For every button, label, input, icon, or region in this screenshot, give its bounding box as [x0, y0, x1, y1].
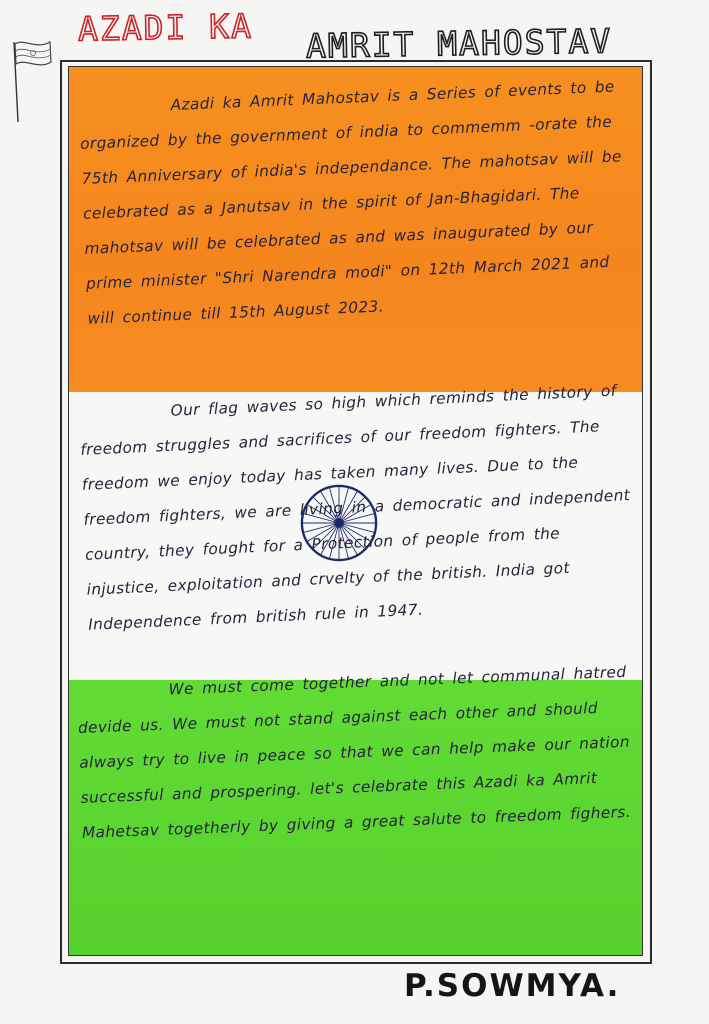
flag-icon	[6, 32, 52, 124]
author-signature: P.SOWMYA.	[404, 968, 621, 1004]
title-azadi-ka: AZADI KA	[77, 6, 254, 49]
paragraph-white: Our flag waves so high which reminds the history of freedom struggles and sacrifices of our freedom fighters. The freedom we enjoy today has taken many lives. Due to the freedom fighters, we are living in a democratic and independent country, they fought for a Protection of people from the injustice, exploitation and crvelty of the british. India got Independence from british rule in 1947.	[79, 381, 631, 634]
title-amrit-mahostav: AMRIT MAHOSTAV	[305, 21, 613, 66]
paragraph-saffron: Azadi ka Amrit Mahostav is a Series of events to be organized by the government of india to commemm -orate the 75th Anniversary of india's independance. The mahotsav will be celebrated as a Janutsav in the spirit of Jan-Bhagidari. The mahotsav will be celebrated as and was inaugurated by our prime minister "Shri Narendra modi" on 12th March 2021 and will continue till 15th August 2023.	[79, 77, 623, 328]
paragraph-green: We must come together and not let communal hatred devide us. We must not stand against each other and should always try to live in peace so that we can help make our nation successful and prospering. let's celebrate this Azadi ka Amrit Mahetsav togetherly by giving a great salute to freedom fighers.	[77, 662, 632, 842]
